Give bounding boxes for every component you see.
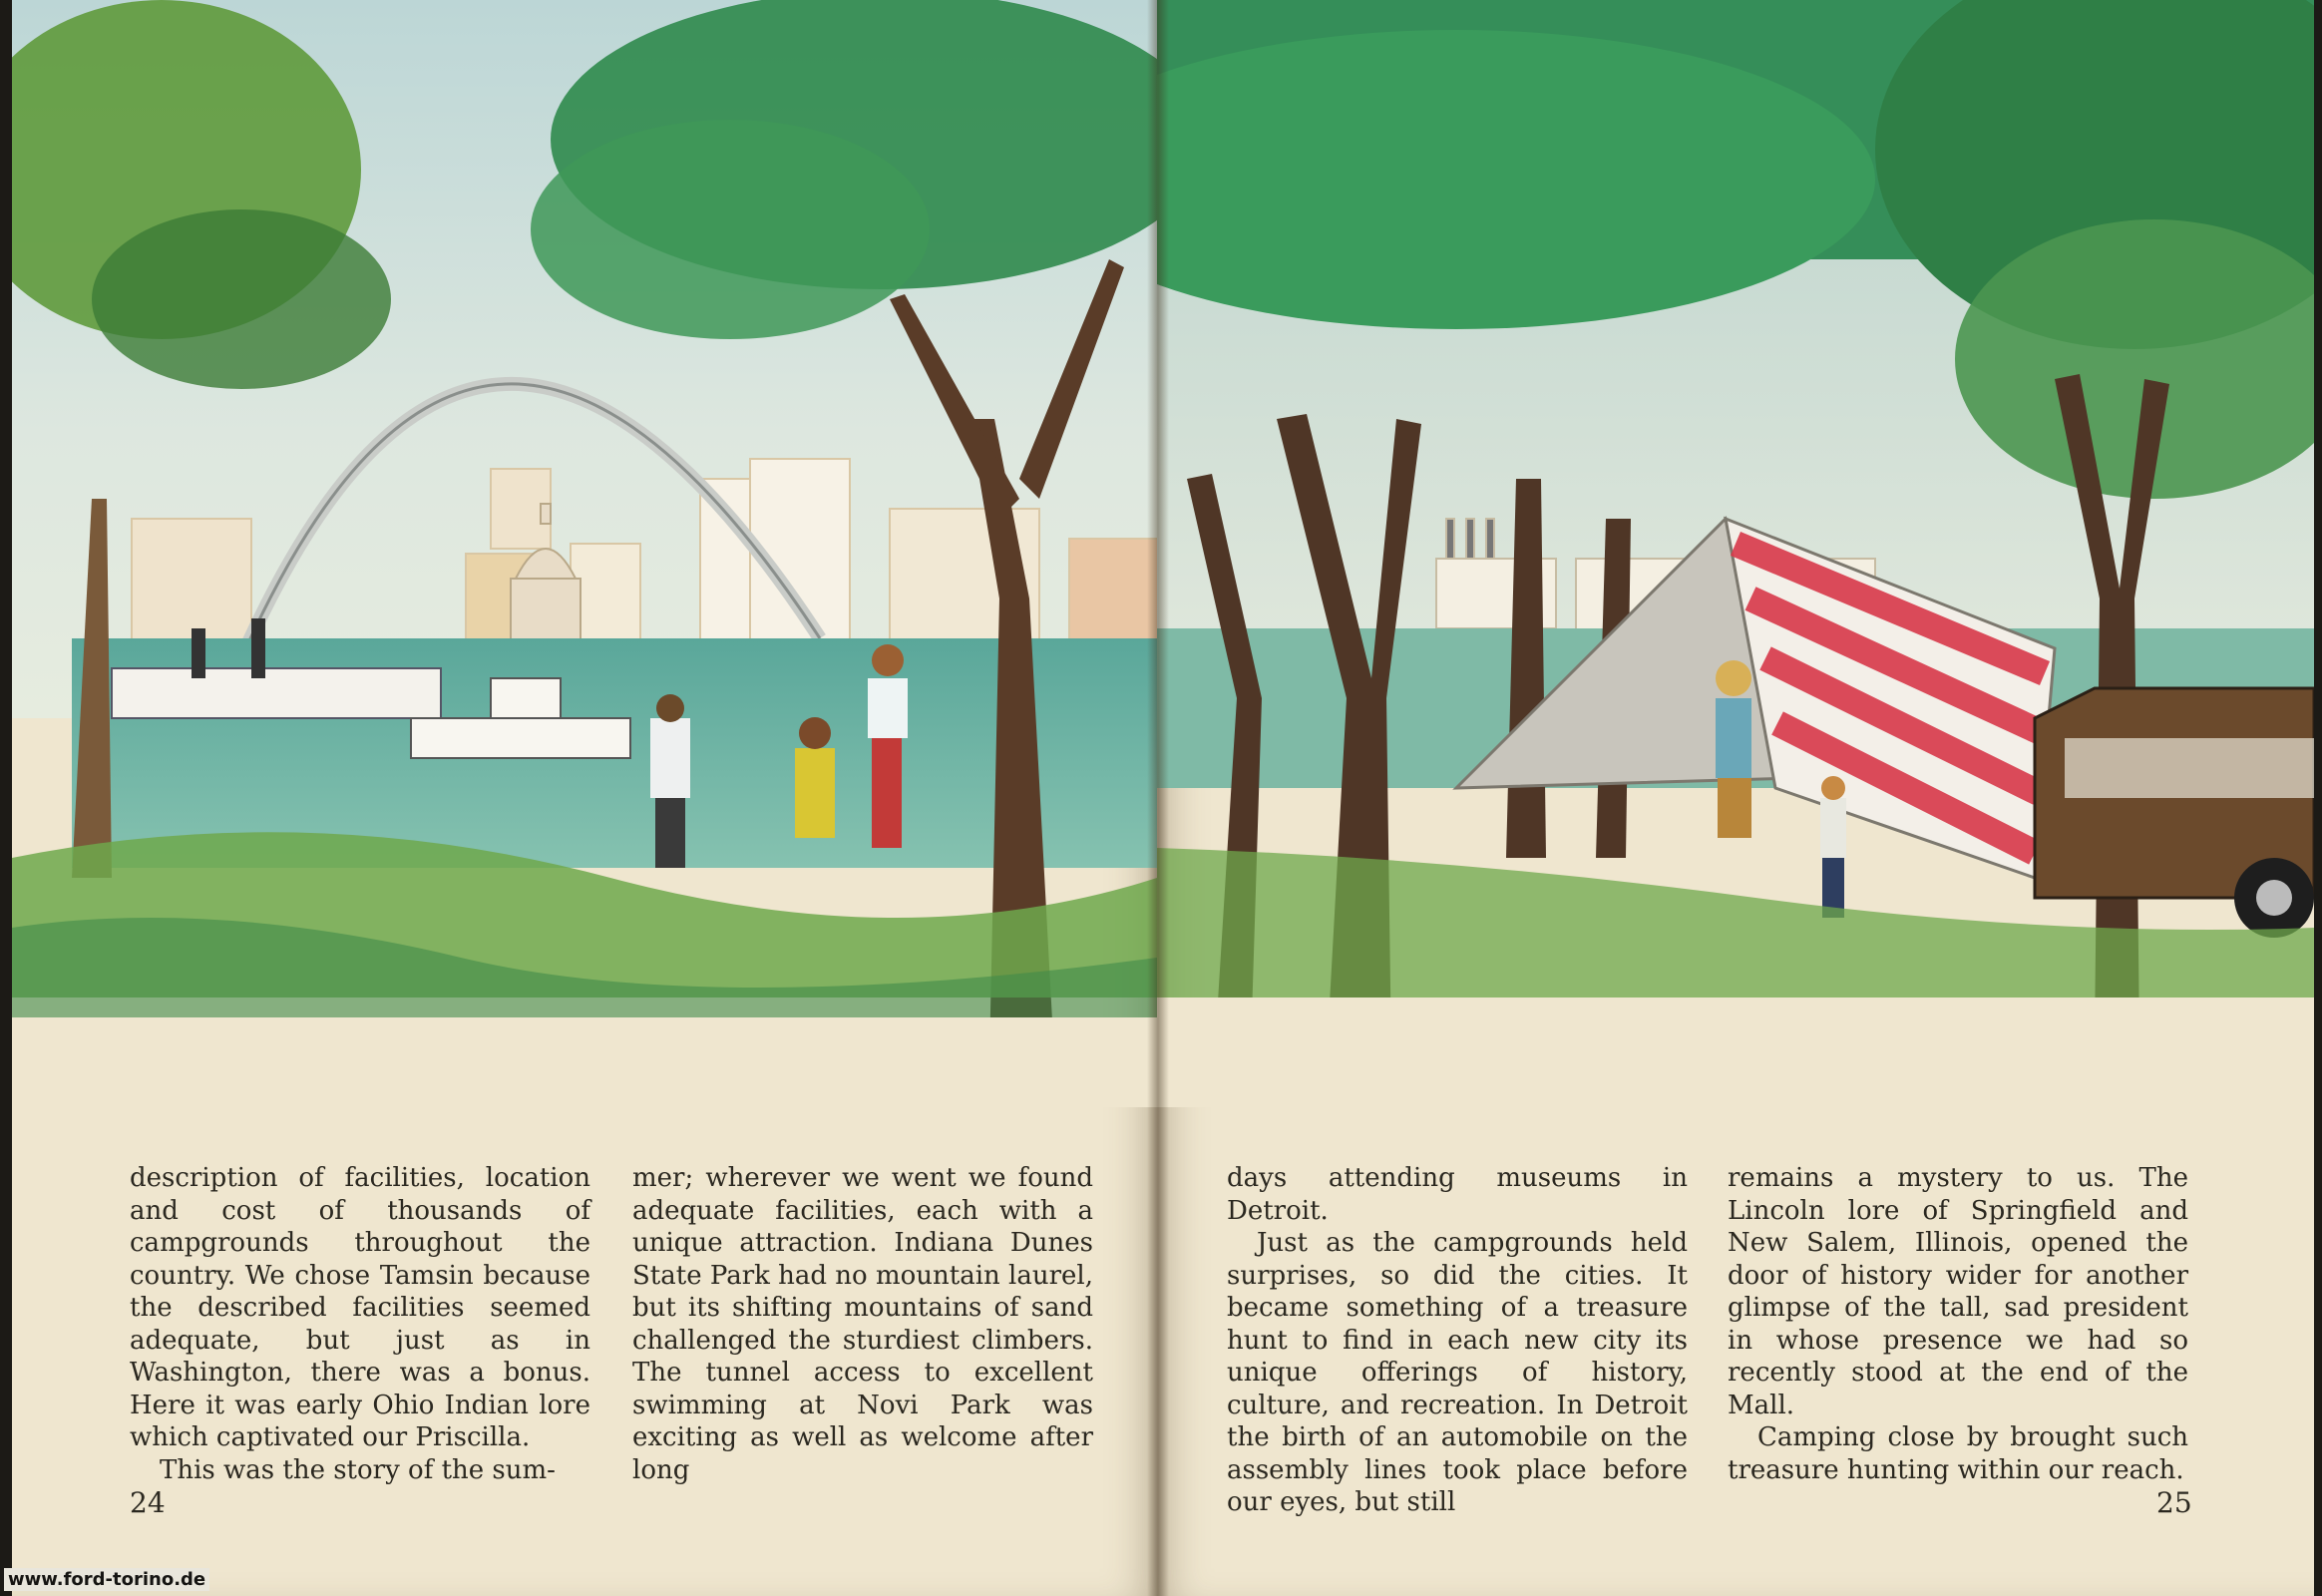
page-number-right: 25 xyxy=(2156,1486,2192,1519)
page-number-left: 24 xyxy=(130,1486,166,1519)
right-page xyxy=(1157,0,2314,1596)
paragraph: This was the story of the sum- xyxy=(160,1454,556,1485)
right-column-2 xyxy=(1728,1162,2188,1486)
paragraph: Just as the campgrounds held surprises, so did the cities. It became something of a treasure hunt to find in each new city its unique offerings of history, culture, and recreation. In Detroit the birth of an automobile on the assembly lines took place before our eyes, but still xyxy=(1227,1228,1688,1517)
paragraph: Camping close by brought such treasure hunting within our reach. xyxy=(1728,1422,2188,1485)
right-column-1 xyxy=(1227,1162,1688,1519)
book-gutter xyxy=(1147,0,1169,1596)
paragraph: description of facilities, location and cost of thousands of campgrounds throughout the country. We chose Tamsin because the described facilities seemed adequate, but just as in Washington, there was a bonus. Here it was early Ohio Indian lore which captivated our Priscilla. xyxy=(130,1163,590,1452)
paragraph: mer; wherever we went we found adequate facilities, each with a unique attraction. Indiana Dunes State Park had no mountain laurel, but its shifting mountains of sand challenged the sturdiest climbers. The tunnel access to excellent swimming at Novi Park was exciting as well as welcome after long xyxy=(632,1163,1093,1485)
station-wagon xyxy=(2035,688,2314,938)
campsite-illustration xyxy=(1157,0,2314,1107)
left-column-1 xyxy=(130,1162,590,1486)
left-page xyxy=(12,0,1157,1596)
paragraph: days attending museums in Detroit. xyxy=(1227,1163,1688,1226)
watermark: www.ford-torino.de xyxy=(4,1568,209,1591)
paragraph: remains a mystery to us. The Lincoln lore of Springfield and New Salem, Illinois, opened the door of history wider for another glimpse of the tall, sad president in whose presence we had so recently stood at the end of the Mall. xyxy=(1728,1163,2188,1420)
left-column-2 xyxy=(632,1162,1093,1486)
riverfront-illustration xyxy=(12,0,1157,1107)
